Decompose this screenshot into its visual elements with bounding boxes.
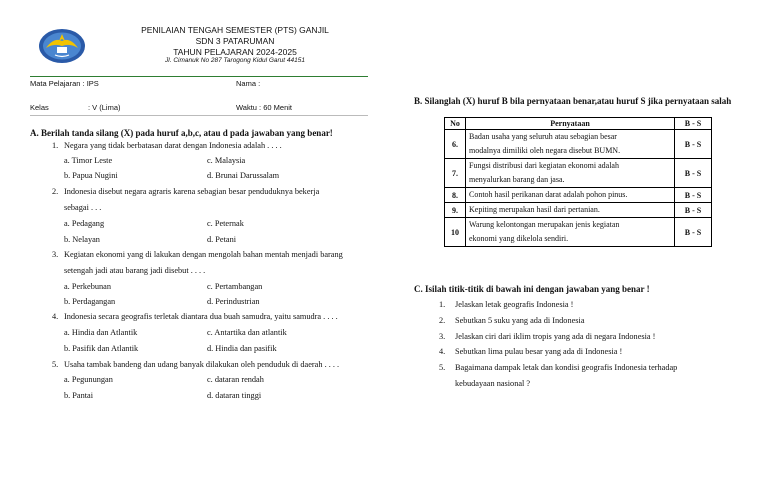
question-text: Kegiatan ekonomi yang di lakukan dengan mengolah bahan mentah menjadi barang [64,250,343,259]
option-a[interactable]: a. Pegunungan [64,375,113,384]
row-answer[interactable]: B - S [675,159,712,188]
question-number: 4. [52,312,59,321]
row-number: 9. [445,203,466,218]
item-number: 2. [439,316,446,325]
question-number: 3. [52,250,59,259]
subject-field: Mata Pelajaran : IPS [30,79,99,88]
student-name-field: Nama : [236,79,261,88]
meta-divider [30,115,368,116]
row-number: 7. [445,159,466,188]
statement-line: menyalurkan barang dan jasa. [469,175,565,184]
option-d[interactable]: d. Brunai Darussalam [207,171,280,180]
time-field: Waktu : 60 Menit [236,103,292,112]
row-statement [466,218,675,247]
section-c-title: C. Isilah titik-titik di bawah ini dengan jawaban yang benar ! [414,284,650,294]
section-a-title: A. Berilah tanda silang (X) pada huruf a,b,c, atau d pada jawaban yang benar! [30,128,333,138]
option-a[interactable]: a. Perkebunan [64,282,111,291]
exam-title: PENILAIAN TENGAH SEMESTER (PTS) GANJIL [141,25,329,35]
option-c[interactable]: c. dataran rendah [207,375,264,384]
question-text: Usaha tambak bandeng dan udang banyak dilakukan oleh penduduk di daerah . . . . [64,360,340,369]
statement-line: Warung kelontongan merupakan jenis kegiatan [469,220,620,229]
question-text-cont: setengah jadi atau barang jadi disebut . . . . [64,266,206,275]
question-number: 1. [52,141,59,150]
option-b[interactable]: b. Nelayan [64,235,100,244]
tut-wuri-handayani-logo [38,27,86,65]
table-row [445,130,712,159]
item-text: Jelaskan letak geografis Indonesia ! [455,300,574,309]
option-b[interactable]: b. Pantai [64,391,94,400]
item-number: 5. [439,363,446,372]
item-number: 4. [439,347,446,356]
statement-line: modalnya dimiliki oleh negara disebut BUMN. [469,146,621,155]
question-text: Indonesia disebut negara agraris karena sebagian besar penduduknya bekerja [64,187,320,196]
option-c[interactable]: c. Malaysia [207,156,246,165]
question-text-cont: sebagai . . . [64,203,102,212]
option-c[interactable]: c. Pertambangan [207,282,263,291]
true-false-table [444,117,712,247]
question-number: 5. [52,360,59,369]
option-a[interactable]: a. Hindia dan Atlantik [64,328,138,337]
option-b[interactable]: b. Pasifik dan Atlantik [64,344,139,353]
item-number: 3. [439,332,446,341]
item-text: Bagaimana dampak letak dan kondisi geografis Indonesia terhadap [455,363,678,372]
option-a[interactable]: a. Timor Leste [64,156,113,165]
academic-year: TAHUN PELAJARAN 2024-2025 [173,47,297,57]
item-text: Sebutkan 5 suku yang ada di Indonesia [455,316,585,325]
row-number: 8. [445,188,466,203]
row-answer[interactable]: B - S [675,130,712,159]
question-text: Negara yang tidak berbatasan darat dengan Indonesia adalah . . . . [64,141,282,150]
row-answer[interactable]: B - S [675,203,712,218]
item-text: Jelaskan ciri dari iklim tropis yang ada di negara Indonesia ! [455,332,656,341]
option-c[interactable]: c. Antartika dan atlantik [207,328,287,337]
section-b-title: B. Silanglah (X) huruf B bila pernyataan benar,atau huruf S jika pernyataan salah [414,96,732,106]
row-number: 6. [445,130,466,159]
header-statement: Pernyataan [466,118,675,130]
statement-line: ekonomi yang dikelola sendiri. [469,234,569,243]
option-d[interactable]: d. dataran tinggi [207,391,262,400]
row-statement [466,159,675,188]
row-answer[interactable]: B - S [675,188,712,203]
item-text-cont: kebudayaan nasional ? [455,379,531,388]
option-d[interactable]: d. Petani [207,235,237,244]
class-label: Kelas [30,103,49,112]
class-value: : V (Lima) [88,103,121,112]
option-c[interactable]: c. Peternak [207,219,244,228]
option-d[interactable]: d. Hindia dan pasifik [207,344,277,353]
statement-line: Badan usaha yang seluruh atau sebagian besar [469,132,617,141]
row-answer[interactable]: B - S [675,218,712,247]
table-row [445,203,712,218]
header-bs: B - S [675,118,712,130]
header-divider [30,76,368,77]
option-d[interactable]: d. Perindustrian [207,297,260,306]
school-name: SDN 3 PATARUMAN [195,36,275,46]
row-statement [466,130,675,159]
item-text: Sebutkan lima pulau besar yang ada di Indonesia ! [455,347,623,356]
option-b[interactable]: b. Perdagangan [64,297,116,306]
statement-line: Fungsi distribusi dari kegiatan ekonomi adalah [469,161,619,170]
row-statement: Kepiting merupakan hasil dari pertanian. [466,203,675,218]
table-row [445,188,712,203]
option-b[interactable]: b. Papua Nugini [64,171,118,180]
row-statement: Contoh hasil perikanan darat adalah pohon pinus. [466,188,675,203]
question-number: 2. [52,187,59,196]
question-text: Indonesia secara geografis terletak diantara dua buah samudra, yaitu samudra . . . . [64,312,338,321]
school-address: Jl. Cimanuk No 287 Tarogong Kidul Garut 44151 [165,57,305,64]
header-no: No [445,118,466,130]
option-a[interactable]: a. Pedagang [64,219,105,228]
table-row [445,218,712,247]
item-number: 1. [439,300,446,309]
row-number: 10 [445,218,466,247]
table-row [445,159,712,188]
